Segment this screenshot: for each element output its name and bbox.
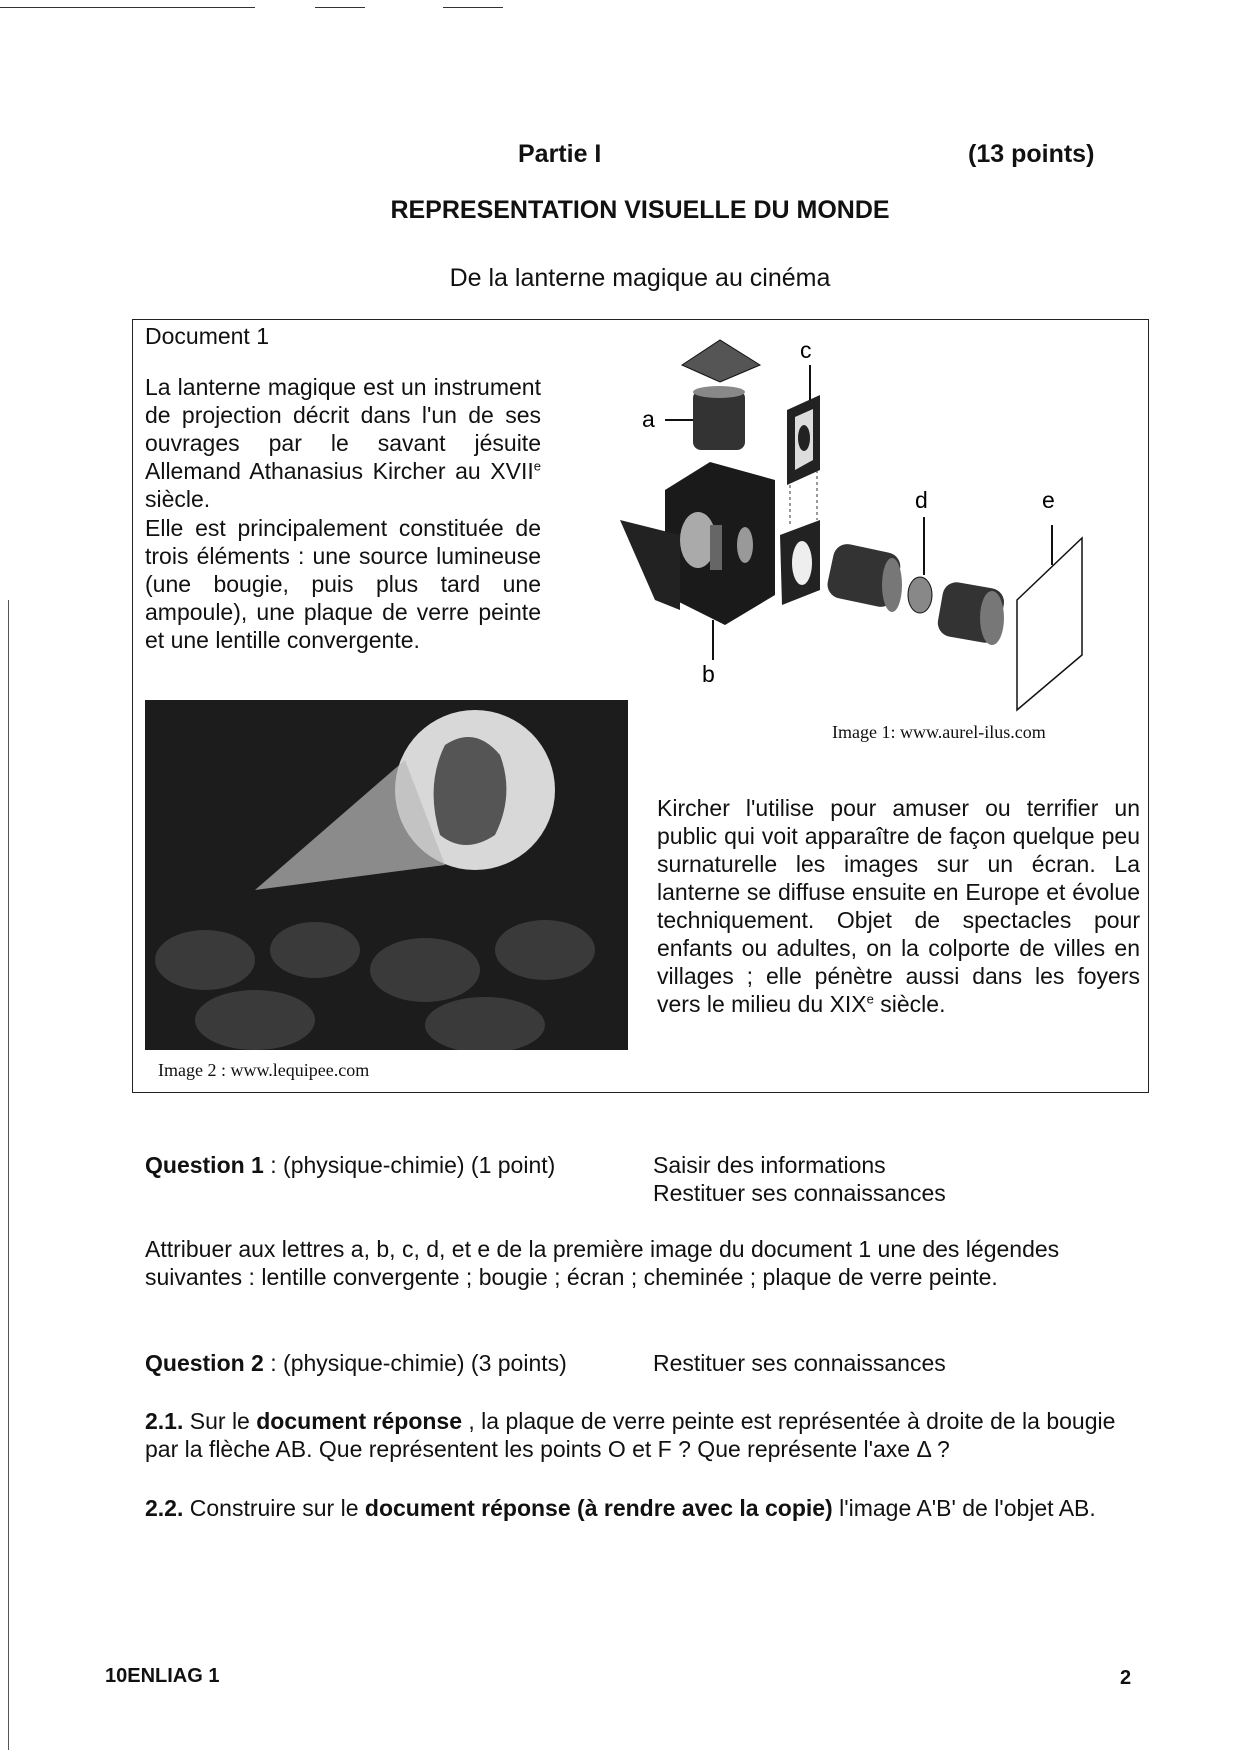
scan-edge [8, 600, 9, 1750]
q22-text-b: l'image A'B' de l'objet AB. [832, 1495, 1096, 1521]
lantern-diagram [620, 320, 1120, 730]
right-text: Kircher l'utilise pour amuser ou terrifier un public qui voit apparaître de façon quelque peu surnaturelle les images sur un écran. La lanterne se diffuse ensuite en Europe et évolue techniquement. Objet de spectacles pour enfants ou adultes, on la colporte de villes en villages ; elle pénètre aussi dans les foyers vers le milieu du XIX [657, 795, 1140, 1017]
q21-bold: document réponse [256, 1408, 463, 1434]
scan-line [443, 7, 503, 8]
question-2-skill-1: Restituer ses connaissances [653, 1350, 946, 1376]
lens-d [908, 577, 932, 613]
magic-lantern-show-image [145, 700, 628, 1050]
points-label: (13 points) [968, 140, 1095, 168]
intro-sup: e [533, 458, 541, 474]
question-2-meta: : (physique-chimie) (3 points) [263, 1350, 567, 1376]
intro-paragraph-1 [145, 373, 541, 513]
question-2-heading [145, 1349, 567, 1377]
question-2-1 [145, 1407, 1140, 1463]
screen-e [1017, 538, 1082, 710]
right-end: siècle. [873, 991, 946, 1017]
image-2-caption: Image 2 : www.lequipee.com [158, 1060, 370, 1080]
question-1-heading [145, 1151, 555, 1179]
q22-text-a: Construire sur le [183, 1495, 365, 1521]
right-paragraph [657, 794, 1140, 1018]
page-title: REPRESENTATION VISUELLE DU MONDE [390, 196, 890, 224]
document-label: Document 1 [145, 323, 270, 349]
page-number: 2 [1120, 1667, 1132, 1689]
q21-text-a: Sur le [183, 1408, 257, 1434]
intro-text: La lanterne magique est un instrument de projection décrit dans l'un de ses ouvrages par le savant jésuite Allemand Athanasius Kircher au XVII [145, 374, 541, 484]
scan-line [0, 7, 255, 8]
question-1-text: Attribuer aux lettres a, b, c, d, et e de la première image du document 1 une des légendes suivantes : lentille convergente ; bougie ; écran ; cheminée ; plaque de verre peinte. [145, 1236, 1060, 1290]
page-subtitle: De la lanterne magique au cinéma [449, 264, 831, 292]
chimney-shape [682, 340, 760, 382]
q21-number: 2.1. [145, 1408, 184, 1434]
question-1-label: Question 1 [145, 1152, 264, 1178]
label-e: e [1042, 487, 1055, 513]
question-1-meta: : (physique-chimie) (1 point) [263, 1152, 556, 1178]
right-sup: e [866, 991, 874, 1007]
question-2-2 [145, 1494, 1140, 1522]
label-d: d [915, 487, 928, 513]
q22-number: 2.2. [145, 1495, 184, 1521]
label-a: a [642, 406, 655, 432]
q22-bold: document réponse (à rendre avec la copie) [364, 1495, 833, 1521]
label-b: b [702, 661, 715, 687]
intro-paragraph-2: Elle est principalement constituée de trois éléments : une source lumineuse (une bougie, puis plus tard une ampoule), une plaque de verre peinte et une lentille convergente. [145, 515, 541, 653]
part-label: Partie I [518, 140, 602, 168]
question-1-skill-1: Saisir des informations [653, 1152, 886, 1178]
scan-line [315, 7, 365, 8]
image-1-caption: Image 1: www.aurel-ilus.com [832, 722, 1046, 742]
footer-code: 10ENLIAG 1 [105, 1665, 220, 1687]
chimney-cylinder [693, 390, 745, 450]
question-1-skill-2: Restituer ses connaissances [653, 1180, 946, 1206]
intro-end: siècle. [145, 486, 211, 512]
question-2-label: Question 2 [145, 1350, 264, 1376]
q21-text-b: , la plaque de verre peinte est représentée à droite de la bougie par la flèche AB. Que représentent les points O et F ? Que représente l'axe Δ ? [145, 1408, 1116, 1462]
label-c: c [800, 337, 812, 363]
